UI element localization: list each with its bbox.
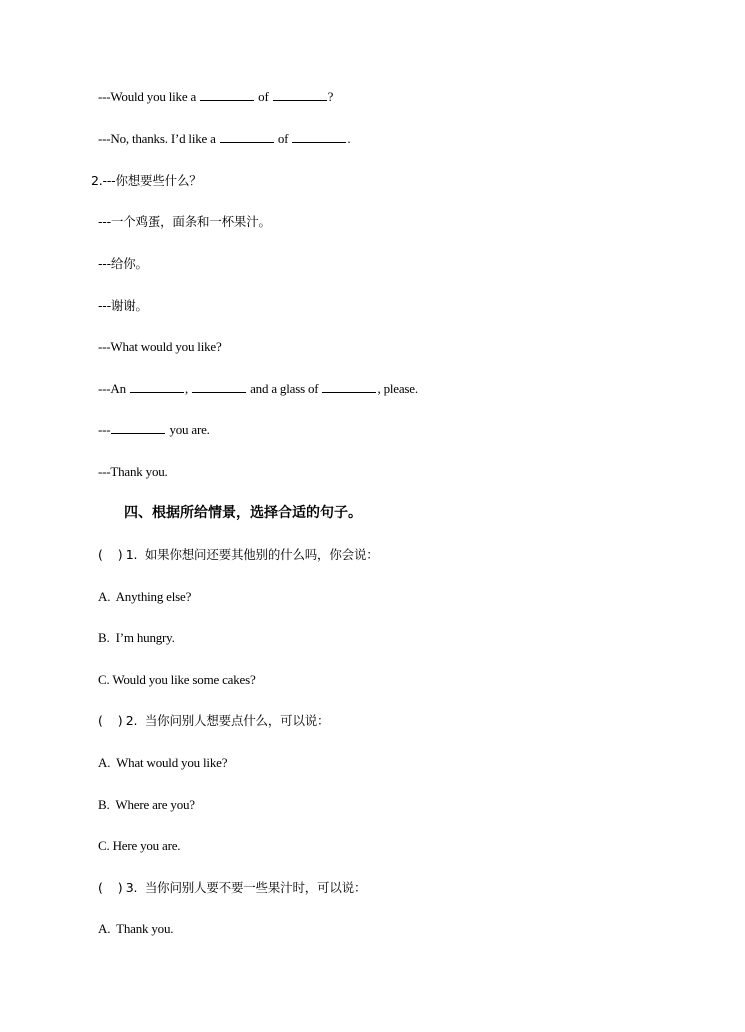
text: ,: [184, 381, 192, 396]
q1-option-b: B. I’m hungry.: [98, 630, 175, 645]
fill-blank[interactable]: [111, 422, 165, 434]
text: , please.: [377, 381, 418, 396]
question-prompt: 1. 如果你想问还要其他别的什么吗，你会说：: [125, 547, 379, 562]
question-2-title: 2.---你想要些什么？: [91, 173, 202, 188]
dialogue-line-en-3: [98, 421, 210, 439]
dialogue-line-cn-1: ---一个鸡蛋，面条和一杯果汁。: [98, 214, 271, 229]
question-1: [98, 546, 379, 564]
dialogue-line-en-4: ---Thank you.: [98, 464, 168, 479]
text: ---An: [98, 381, 129, 396]
text: .: [347, 131, 351, 146]
answer-paren[interactable]: ( ): [98, 713, 123, 728]
q3-option-a: A. Thank you.: [98, 921, 174, 936]
text: ---No, thanks. I’d like a: [98, 131, 219, 146]
question-2: [98, 712, 329, 730]
text: of: [274, 131, 292, 146]
q1-option-a: A. Anything else?: [98, 589, 192, 604]
text: of: [255, 89, 272, 104]
text: ---: [98, 422, 111, 437]
q2-option-c: C. Here you are.: [98, 838, 181, 853]
fill-blank[interactable]: [130, 381, 184, 393]
fill-blank[interactable]: [220, 131, 274, 143]
section-4-heading: 四、根据所给情景，选择合适的句子。: [124, 505, 362, 521]
dialogue-line-en-2: [98, 380, 418, 398]
question-3: [98, 879, 366, 897]
dialogue-line-cn-3: ---谢谢。: [98, 298, 148, 313]
dialogue-line-2: [98, 130, 350, 148]
question-prompt: 3. 当你问别人要不要一些果汁时，可以说：: [125, 880, 367, 895]
text: ---Would you like a: [98, 89, 200, 104]
fill-blank[interactable]: [200, 89, 254, 101]
text: and a glass of: [247, 381, 322, 396]
fill-blank[interactable]: [292, 131, 346, 143]
answer-paren[interactable]: ( ): [98, 547, 123, 562]
dialogue-line-en-1: ---What would you like?: [98, 339, 222, 354]
fill-blank[interactable]: [273, 89, 327, 101]
question-prompt: 2. 当你问别人想要点什么，可以说：: [125, 713, 330, 728]
text: ?: [327, 89, 334, 104]
fill-blank[interactable]: [322, 381, 376, 393]
dialogue-line-1: [98, 88, 333, 106]
q2-option-b: B. Where are you?: [98, 797, 195, 812]
q1-option-c: C. Would you like some cakes?: [98, 672, 256, 687]
dialogue-line-cn-2: ---给你。: [98, 256, 148, 271]
text: you are.: [166, 422, 210, 437]
fill-blank[interactable]: [192, 381, 246, 393]
q2-option-a: A. What would you like?: [98, 755, 228, 770]
answer-paren[interactable]: ( ): [98, 880, 123, 895]
